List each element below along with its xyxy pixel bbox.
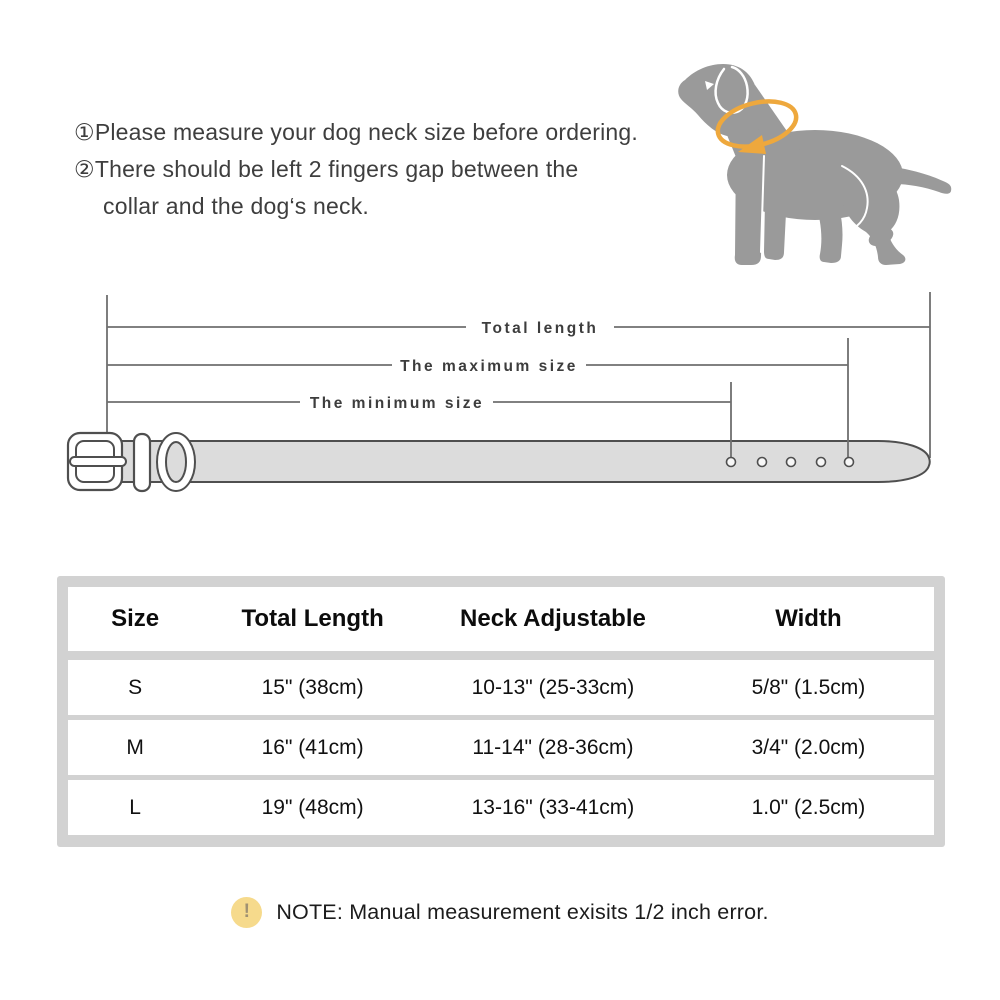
cell-size: M (126, 735, 144, 759)
measuring-instructions (74, 114, 694, 225)
exclamation-icon: ! (231, 897, 262, 928)
measurement-lines (107, 292, 930, 458)
instruction-line-2 (74, 151, 694, 188)
buckle-prong (70, 457, 126, 466)
cell-width: 3/4" (2.0cm) (751, 735, 866, 759)
dog-illustration (660, 40, 960, 300)
cell-total-length: 19" (48cm) (261, 795, 364, 819)
collar-measurement-diagram (0, 290, 1000, 500)
circled-2-icon: ② (74, 156, 95, 182)
measurement-note (0, 893, 1000, 931)
dog-near-front-leg (735, 150, 763, 265)
maximum-size-label: The maximum size (400, 358, 578, 375)
circled-1-icon: ① (74, 119, 95, 145)
instruction-line-2-continued: collar and the dog‘s neck. (103, 193, 370, 219)
dog-silhouette (678, 64, 951, 265)
cell-size: L (129, 795, 141, 819)
size-chart-table (57, 576, 945, 847)
collar-hole (787, 458, 796, 467)
collar-strap (107, 441, 930, 482)
cell-size: S (128, 675, 143, 699)
cell-width: 1.0" (2.5cm) (751, 795, 866, 819)
collar-keeper-loop (134, 434, 150, 491)
table-row-size-m (68, 720, 934, 775)
table-row-size-l (68, 780, 934, 835)
total-length-label: Total length (481, 320, 599, 337)
collar-hole (758, 458, 767, 467)
size-table-header-row (68, 587, 934, 651)
collar-hole (727, 458, 736, 467)
column-header-size: Size (111, 605, 160, 632)
column-header-neck-adjustable: Neck Adjustable (460, 605, 646, 632)
instruction-1-text: Please measure your dog neck size before ordering. (94, 119, 638, 145)
measurement-labels (310, 320, 599, 412)
column-header-width: Width (775, 605, 842, 632)
collar-hole (845, 458, 854, 467)
instruction-2-text: There should be left 2 fingers gap between the (94, 156, 579, 182)
cell-total-length: 15" (38cm) (261, 675, 364, 699)
cell-neck-adjustable: 11-14" (28-36cm) (472, 735, 634, 759)
table-row-size-s (68, 660, 934, 715)
column-header-total-length: Total Length (241, 605, 384, 632)
minimum-size-label: The minimum size (309, 395, 485, 412)
cell-width: 5/8" (1.5cm) (751, 675, 866, 699)
cell-neck-adjustable: 13-16" (33-41cm) (471, 795, 635, 819)
instruction-line-1 (74, 114, 694, 151)
cell-neck-adjustable: 10-13" (25-33cm) (471, 675, 635, 699)
collar-d-ring-inner (166, 442, 186, 482)
collar-illustration (68, 433, 930, 491)
note-text: NOTE: Manual measurement exisits 1/2 inch error. (276, 899, 769, 924)
collar-hole (817, 458, 826, 467)
cell-total-length: 16" (41cm) (261, 735, 364, 759)
